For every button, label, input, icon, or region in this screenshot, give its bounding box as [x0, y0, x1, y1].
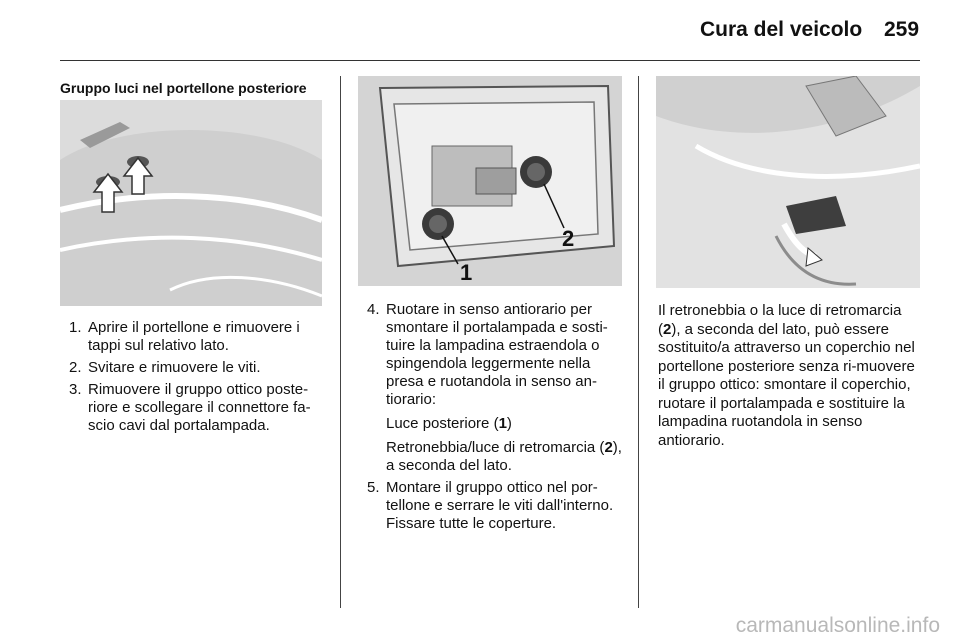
- sub-item-fog-reverse-light: Retronebbia/luce di retromarcia (2), a seconda del lato.: [386, 439, 622, 474]
- step-text: Montare il gruppo ottico nel por-tellone e serrare le viti dall'interno. Fissare tutte le coperture.: [386, 479, 614, 532]
- sub-item-tail-light: Luce posteriore (1): [386, 415, 512, 432]
- step-number: 3.: [69, 381, 82, 398]
- list-item: [360, 301, 624, 475]
- page-number: 259: [884, 18, 920, 41]
- step-text: Rimuovere il gruppo ottico poste-riore e scollegare il connettore fa-scio cavi dal portalampada.: [88, 381, 311, 434]
- list-item: [62, 359, 324, 377]
- list-item: [360, 479, 624, 533]
- step-text: Ruotare in senso antiorario per smontare il portalampada e sosti-tuire la lampadina estraendola o spingendola leggermente nella presa e ruotandola in senso an-tiorario:: [386, 301, 608, 408]
- step-text: Aprire il portellone e rimuovere i tappi sul relativo lato.: [88, 319, 300, 354]
- page-header-title: Cura del veicolo: [700, 18, 863, 41]
- list-item: [62, 319, 324, 355]
- callout-1-label: 1: [460, 260, 473, 285]
- figure-lamp-holders: [358, 76, 622, 286]
- step-number: 4.: [367, 301, 380, 318]
- figure-tailgate-caps: [60, 100, 322, 306]
- list-item: [62, 381, 324, 435]
- step-number: 1.: [69, 319, 82, 336]
- figure-tailgate-cover: [656, 76, 920, 288]
- column-divider-2: [638, 76, 639, 608]
- step-number: 2.: [69, 359, 82, 376]
- watermark: carmanualsonline.info: [735, 614, 940, 637]
- step-text: Svitare e rimuovere le viti.: [88, 359, 261, 376]
- header-rule: [60, 60, 920, 61]
- column-divider-1: [340, 76, 341, 608]
- section-heading: Gruppo luci nel portellone posteriore: [60, 80, 307, 96]
- right-paragraph: Il retronebbia o la luce di retromarcia (2), a seconda del lato, può essere sostituito/a attraverso un coperchio nel portellone posteriore senza ri-muovere il gruppo ottico: smontare il coperchio, ruotare il portalampada e sostituire la lampadina ruotandola in senso antiorario.: [658, 302, 915, 449]
- callout-2-label: 2: [562, 226, 575, 251]
- step-number: 5.: [367, 479, 380, 496]
- steps-list-middle: [360, 301, 624, 537]
- steps-list-left: [62, 319, 324, 439]
